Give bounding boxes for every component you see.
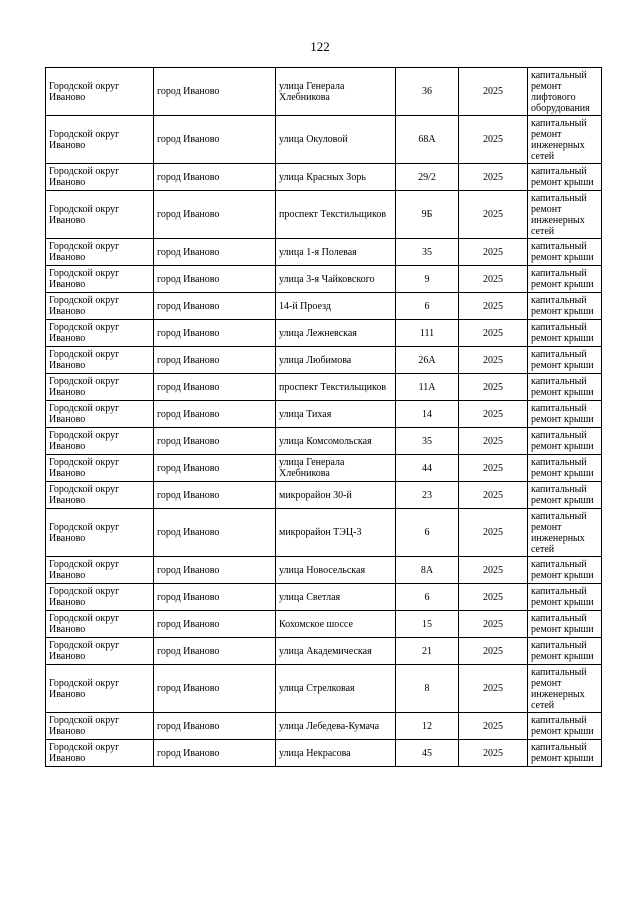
year-cell: 2025 (459, 557, 528, 584)
street-cell: Кохомское шоссе (276, 611, 396, 638)
year-cell: 2025 (459, 740, 528, 767)
house-number-cell: 26А (396, 347, 459, 374)
work-type-cell: капитальный ремонт крыши (528, 428, 602, 455)
work-type-cell: капитальный ремонт крыши (528, 740, 602, 767)
table-row (46, 239, 602, 266)
district-cell: Городской округ Иваново (46, 584, 154, 611)
year-cell: 2025 (459, 509, 528, 557)
city-cell: город Иваново (154, 557, 276, 584)
table-row (46, 293, 602, 320)
house-number-cell: 14 (396, 401, 459, 428)
house-number-cell: 68А (396, 116, 459, 164)
house-number-cell: 15 (396, 611, 459, 638)
district-cell: Городской округ Иваново (46, 611, 154, 638)
work-type-cell: капитальный ремонт инженерных сетей (528, 116, 602, 164)
year-cell: 2025 (459, 584, 528, 611)
year-cell: 2025 (459, 455, 528, 482)
house-number-cell: 23 (396, 482, 459, 509)
table-row (46, 611, 602, 638)
street-cell: улица Красных Зорь (276, 164, 396, 191)
district-cell: Городской округ Иваново (46, 638, 154, 665)
city-cell: город Иваново (154, 509, 276, 557)
work-type-cell: капитальный ремонт лифтового оборудования (528, 68, 602, 116)
city-cell: город Иваново (154, 401, 276, 428)
street-cell: улица Лебедева-Кумача (276, 713, 396, 740)
table-row (46, 482, 602, 509)
work-type-cell: капитальный ремонт крыши (528, 320, 602, 347)
city-cell: город Иваново (154, 455, 276, 482)
district-cell: Городской округ Иваново (46, 713, 154, 740)
house-number-cell: 12 (396, 713, 459, 740)
year-cell: 2025 (459, 638, 528, 665)
year-cell: 2025 (459, 611, 528, 638)
work-type-cell: капитальный ремонт крыши (528, 584, 602, 611)
table-row (46, 401, 602, 428)
house-number-cell: 36 (396, 68, 459, 116)
street-cell: 14-й Проезд (276, 293, 396, 320)
district-cell: Городской округ Иваново (46, 665, 154, 713)
street-cell: микрорайон 30-й (276, 482, 396, 509)
street-cell: улица 3-я Чайковского (276, 266, 396, 293)
work-type-cell: капитальный ремонт крыши (528, 239, 602, 266)
city-cell: город Иваново (154, 116, 276, 164)
city-cell: город Иваново (154, 68, 276, 116)
table-row (46, 713, 602, 740)
table-row (46, 584, 602, 611)
city-cell: город Иваново (154, 293, 276, 320)
street-cell: улица Некрасова (276, 740, 396, 767)
house-number-cell: 6 (396, 293, 459, 320)
work-type-cell: капитальный ремонт инженерных сетей (528, 191, 602, 239)
district-cell: Городской округ Иваново (46, 482, 154, 509)
district-cell: Городской округ Иваново (46, 347, 154, 374)
table-row (46, 665, 602, 713)
table-row (46, 164, 602, 191)
year-cell: 2025 (459, 68, 528, 116)
city-cell: город Иваново (154, 713, 276, 740)
street-cell: улица 1-я Полевая (276, 239, 396, 266)
district-cell: Городской округ Иваново (46, 116, 154, 164)
work-type-cell: капитальный ремонт крыши (528, 347, 602, 374)
street-cell: улица Генерала Хлебникова (276, 455, 396, 482)
work-type-cell: капитальный ремонт крыши (528, 638, 602, 665)
work-type-cell: капитальный ремонт инженерных сетей (528, 665, 602, 713)
city-cell: город Иваново (154, 740, 276, 767)
district-cell: Городской округ Иваново (46, 374, 154, 401)
year-cell: 2025 (459, 665, 528, 713)
city-cell: город Иваново (154, 347, 276, 374)
house-number-cell: 9Б (396, 191, 459, 239)
house-number-cell: 35 (396, 428, 459, 455)
work-type-cell: капитальный ремонт крыши (528, 713, 602, 740)
table-row (46, 557, 602, 584)
year-cell: 2025 (459, 713, 528, 740)
house-number-cell: 8 (396, 665, 459, 713)
district-cell: Городской округ Иваново (46, 740, 154, 767)
city-cell: город Иваново (154, 584, 276, 611)
year-cell: 2025 (459, 191, 528, 239)
table-body (46, 68, 602, 767)
table-row (46, 68, 602, 116)
city-cell: город Иваново (154, 266, 276, 293)
year-cell: 2025 (459, 428, 528, 455)
house-number-cell: 11А (396, 374, 459, 401)
city-cell: город Иваново (154, 611, 276, 638)
street-cell: улица Окуловой (276, 116, 396, 164)
work-type-cell: капитальный ремонт крыши (528, 482, 602, 509)
work-type-cell: капитальный ремонт крыши (528, 266, 602, 293)
year-cell: 2025 (459, 320, 528, 347)
district-cell: Городской округ Иваново (46, 68, 154, 116)
city-cell: город Иваново (154, 665, 276, 713)
district-cell: Городской округ Иваново (46, 455, 154, 482)
street-cell: улица Новосельская (276, 557, 396, 584)
work-type-cell: капитальный ремонт крыши (528, 293, 602, 320)
table-row (46, 509, 602, 557)
table-row (46, 116, 602, 164)
work-type-cell: капитальный ремонт крыши (528, 611, 602, 638)
district-cell: Городской округ Иваново (46, 401, 154, 428)
district-cell: Городской округ Иваново (46, 164, 154, 191)
year-cell: 2025 (459, 293, 528, 320)
street-cell: улица Академическая (276, 638, 396, 665)
year-cell: 2025 (459, 401, 528, 428)
house-number-cell: 45 (396, 740, 459, 767)
year-cell: 2025 (459, 239, 528, 266)
year-cell: 2025 (459, 347, 528, 374)
city-cell: город Иваново (154, 164, 276, 191)
street-cell: улица Светлая (276, 584, 396, 611)
house-number-cell: 29/2 (396, 164, 459, 191)
page-number: 122 (310, 39, 330, 54)
year-cell: 2025 (459, 482, 528, 509)
city-cell: город Иваново (154, 191, 276, 239)
district-cell: Городской округ Иваново (46, 509, 154, 557)
table-row (46, 320, 602, 347)
work-type-cell: капитальный ремонт крыши (528, 401, 602, 428)
work-type-cell: капитальный ремонт крыши (528, 374, 602, 401)
house-number-cell: 8А (396, 557, 459, 584)
house-number-cell: 21 (396, 638, 459, 665)
street-cell: проспект Текстильщиков (276, 191, 396, 239)
district-cell: Городской округ Иваново (46, 293, 154, 320)
house-number-cell: 9 (396, 266, 459, 293)
house-number-cell: 111 (396, 320, 459, 347)
city-cell: город Иваново (154, 482, 276, 509)
year-cell: 2025 (459, 266, 528, 293)
city-cell: город Иваново (154, 374, 276, 401)
year-cell: 2025 (459, 116, 528, 164)
district-cell: Городской округ Иваново (46, 266, 154, 293)
table-row (46, 374, 602, 401)
house-number-cell: 35 (396, 239, 459, 266)
street-cell: микрорайон ТЭЦ-3 (276, 509, 396, 557)
table-row (46, 428, 602, 455)
street-cell: улица Тихая (276, 401, 396, 428)
repair-schedule-table (45, 67, 602, 767)
city-cell: город Иваново (154, 320, 276, 347)
table-row (46, 638, 602, 665)
city-cell: город Иваново (154, 239, 276, 266)
table-row (46, 266, 602, 293)
year-cell: 2025 (459, 164, 528, 191)
table-row (46, 455, 602, 482)
city-cell: город Иваново (154, 428, 276, 455)
house-number-cell: 44 (396, 455, 459, 482)
table-row (46, 191, 602, 239)
work-type-cell: капитальный ремонт инженерных сетей (528, 509, 602, 557)
street-cell: улица Любимова (276, 347, 396, 374)
district-cell: Городской округ Иваново (46, 239, 154, 266)
table-row (46, 347, 602, 374)
table-row (46, 740, 602, 767)
city-cell: город Иваново (154, 638, 276, 665)
street-cell: улица Лежневская (276, 320, 396, 347)
district-cell: Городской округ Иваново (46, 428, 154, 455)
district-cell: Городской округ Иваново (46, 320, 154, 347)
street-cell: проспект Текстильщиков (276, 374, 396, 401)
district-cell: Городской округ Иваново (46, 191, 154, 239)
work-type-cell: капитальный ремонт крыши (528, 557, 602, 584)
street-cell: улица Генерала Хлебникова (276, 68, 396, 116)
house-number-cell: 6 (396, 509, 459, 557)
work-type-cell: капитальный ремонт крыши (528, 455, 602, 482)
district-cell: Городской округ Иваново (46, 557, 154, 584)
house-number-cell: 6 (396, 584, 459, 611)
year-cell: 2025 (459, 374, 528, 401)
street-cell: улица Стрелковая (276, 665, 396, 713)
work-type-cell: капитальный ремонт крыши (528, 164, 602, 191)
street-cell: улица Комсомольская (276, 428, 396, 455)
